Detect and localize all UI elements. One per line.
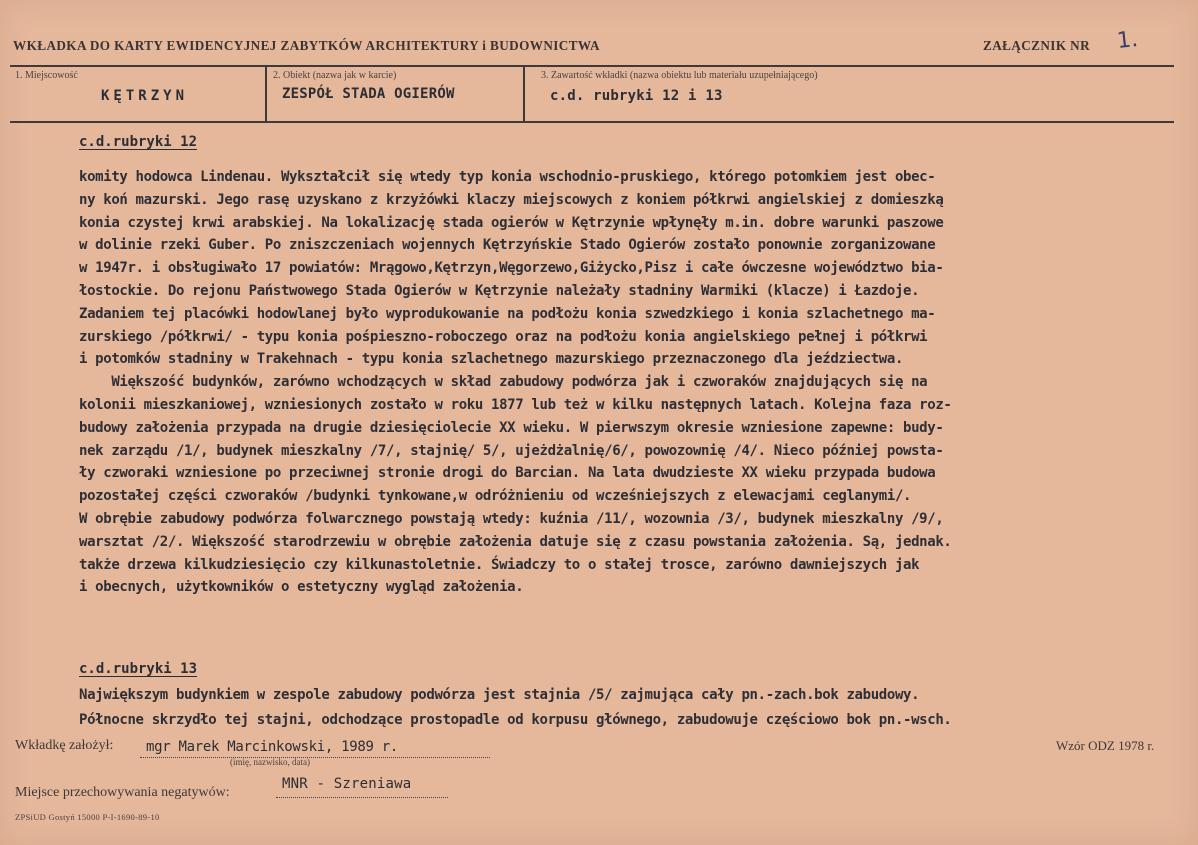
body-line: w dolinie rzeki Guber. Po zniszczeniach wojennych Kętrzyńskie Stado Ogierów zostało ponownie zorganizowane xyxy=(79,237,936,254)
body-line: komity hodowca Lindenau. Wykształcił się wtedy typ konia wschodnio-pruskiego, którego potomkiem jest obec- xyxy=(79,169,936,185)
section-13-body xyxy=(79,683,1189,732)
section-12-body xyxy=(79,166,1189,599)
form-template-label: Wzór ODZ 1978 r. xyxy=(1056,738,1155,753)
author-value: mgr Marek Marcinkowski, 1989 r. xyxy=(146,739,398,755)
author-dotted-line xyxy=(140,757,490,758)
attachment-label: ZAŁĄCZNIK NR xyxy=(983,38,1091,53)
body-line: i potomków stadniny w Trakehnach - typu konia szlachetnego mazurskiego przeznaczonego dla jeździectwa. xyxy=(79,351,904,368)
body-line: i obecnych, użytkowników o estetyczny wygląd założenia. xyxy=(79,579,524,596)
section-12-heading: c.d.rubryki 12 xyxy=(79,134,198,150)
body-line: Zadaniem tej placówki hodowlanej było wyprodukowanie na podłożu konia szwedzkiego i konia szlachetnego ma- xyxy=(79,305,936,322)
negatives-label: Miejsce przechowywania negatywów: xyxy=(15,785,230,800)
locality-label: 1. Miejscowość xyxy=(15,70,78,81)
header-rule xyxy=(10,65,1174,67)
body-line: konia czystej krwi arabskiej. Na lokalizację stada ogierów w Kętrzynie wpłynęły m.in. dobre warunki paszowe xyxy=(79,214,944,231)
fields-rule xyxy=(10,121,1174,123)
attachment-number: 1. xyxy=(1115,26,1140,55)
object-label: 2. Obiekt (nazwa jak w karcie) xyxy=(273,70,397,81)
author-sublabel: (imię, nazwisko, data) xyxy=(230,757,310,767)
author-label: Wkładkę założył: xyxy=(15,738,114,753)
body-line: łostockie. Do rejonu Państwowego Stada Ogierów w Kętrzynie należały stadniny Warmiki (klacze) i Łazdoje. xyxy=(79,282,920,299)
printer-imprint: ZPSiUD Gostyń 15000 P-I-1690-89-10 xyxy=(15,812,160,822)
body-line: zurskiego /półkrwi/ - typu konia pośpieszno-roboczego oraz na podłożu konia angielskiego pełnej i półkrwi xyxy=(79,328,928,345)
body-line: Północne skrzydło tej stajni, odchodzące prostopadle od korpusu głównego, zabudowuje częściowo bok pn.-wsch. xyxy=(79,711,952,728)
section-13-heading: c.d.rubryki 13 xyxy=(79,661,198,677)
form-title: WKŁADKA DO KARTY EWIDENCYJNEJ ZABYTKÓW ARCHITEKTURY i BUDOWNICTWA xyxy=(13,38,600,53)
negatives-value: MNR - Szreniawa xyxy=(282,776,412,792)
body-line: Większość budynków, zarówno wchodzących w skład zabudowy podwórza jak i czworaków znajdujących się na xyxy=(79,374,928,391)
body-line: W obrębie zabudowy podwórza folwarcznego powstają wtedy: kuźnia /11/, wozownia /3/, budynek mieszkalny /9/, xyxy=(79,510,944,527)
body-line: w 1947r. i obsługiwało 17 powiatów: Mrągowo,Kętrzyn,Węgorzewo,Giżycko,Pisz i całe ówczesne województwo bia- xyxy=(79,260,944,277)
body-line: ny koń mazurski. Jego rasę uzyskano z krzyżówki klaczy miejscowych z koniem półkrwi angielskiej z domieszką xyxy=(79,191,944,208)
body-line: ły czworaki wzniesione po przeciwnej stronie drogi do Barcian. Na lata dwudzieste XX wieku przypada budowa xyxy=(79,465,936,482)
negatives-dotted-line xyxy=(276,797,448,798)
content-label: 3. Zawartość wkładki (nazwa obiektu lub materiału uzupełniającego) xyxy=(541,70,818,81)
locality-value: KĘTRZYN xyxy=(101,88,189,104)
body-line: budowy założenia przypada na drugie dziesięciolecie XX wieku. W pierwszym okresie wzniesione zapewne: budy- xyxy=(79,419,944,436)
body-line: Największym budynkiem w zespole zabudowy podwórza jest stajnia /5/ zajmująca cały pn.-zach.bok zabudowy. xyxy=(79,687,920,703)
body-line: warsztat /2/. Większość starodrzewiu w obrębie założenia datuje się z czasu powstania założenia. Są, jednak. xyxy=(79,533,952,550)
object-value: ZESPÓŁ STADA OGIERÓW xyxy=(282,86,455,102)
content-value: c.d. rubryki 12 i 13 xyxy=(550,88,723,104)
body-line: także drzewa kilkudziesięcio czy kilkunastoletnie. Świadczy to o stałej trosce, zarówno dawniejszych jak xyxy=(79,556,920,573)
body-line: pozostałej części czworaków /budynki tynkowane,w odróżnieniu od wcześniejszych z elewacjami ceglanymi/. xyxy=(79,488,912,505)
body-line: kolonii mieszkaniowej, wzniesionych zostało w roku 1877 lub też w kilku następnych latach. Kolejna faza roz- xyxy=(79,396,952,413)
body-line: nek zarządu /1/, budynek mieszkalny /7/, stajnię/ 5/, ujeżdżalnię/6/, powozownię /4/. Nieco później powsta- xyxy=(79,442,944,459)
field-divider-1 xyxy=(265,66,267,121)
field-divider-2 xyxy=(523,66,525,121)
